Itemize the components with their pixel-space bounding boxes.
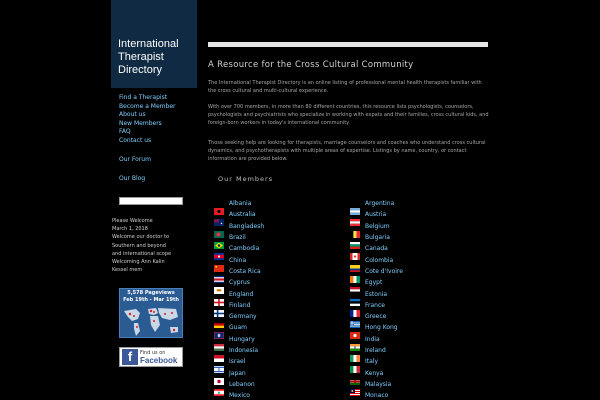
country-link[interactable]: Cote d'Ivoire	[365, 267, 403, 275]
country-row[interactable]	[214, 356, 264, 367]
nav-become-member[interactable]: Become a Member	[119, 102, 176, 110]
country-link[interactable]: Germany	[229, 313, 257, 321]
bulgaria-flag-icon	[350, 234, 360, 241]
country-row[interactable]	[214, 311, 264, 322]
country-row[interactable]	[214, 322, 264, 333]
country-row[interactable]	[350, 198, 403, 209]
country-row[interactable]	[350, 379, 403, 390]
country-link[interactable]: Albania	[229, 200, 252, 208]
country-row[interactable]	[350, 345, 403, 356]
australia-flag-icon	[214, 211, 224, 218]
country-row[interactable]	[214, 254, 264, 265]
greece-flag-icon	[350, 313, 360, 320]
japan-flag-icon	[214, 370, 224, 377]
country-row[interactable]	[214, 334, 264, 345]
facebook-label: Facebook	[140, 355, 178, 365]
hungary-flag-icon	[214, 336, 224, 343]
nav-new-members[interactable]: New Members	[119, 119, 162, 127]
site-title[interactable]: International Therapist Directory	[118, 38, 179, 76]
members-paragraph: With over 700 members, in more than 80 different countries, this resource lists psychologists, counselors, psychologists and psychiatrists who specialize in working with expats and their families, cross cultural kids, and foreign-born workers in today's international community.	[208, 104, 489, 127]
facebook-badge[interactable]	[119, 347, 183, 367]
country-row[interactable]	[214, 390, 264, 400]
country-link[interactable]: Guam	[229, 324, 247, 332]
egypt-flag-icon	[350, 279, 360, 286]
welcome-line: Please Welcome	[112, 218, 153, 224]
country-link[interactable]: England	[229, 290, 254, 298]
colombia-flag-icon	[350, 257, 360, 264]
country-link[interactable]: India	[365, 335, 380, 343]
search-input[interactable]	[119, 197, 183, 205]
italy-flag-icon	[350, 358, 360, 365]
facebook-text	[140, 350, 177, 365]
welcome-line: and international scope	[112, 250, 172, 257]
pageviews-count: 5,578 Pageviews	[127, 290, 175, 296]
country-link[interactable]: Kenya	[365, 369, 384, 377]
country-link[interactable]: Greece	[365, 313, 387, 321]
country-link[interactable]: Hong Kong	[365, 324, 398, 332]
country-link[interactable]: Cambodia	[229, 245, 260, 253]
indonesia-flag-icon	[214, 347, 224, 354]
welcome-line: Southern and beyond	[112, 242, 166, 249]
india-flag-icon	[350, 336, 360, 343]
visitor-map-widget[interactable]	[119, 288, 183, 338]
country-row[interactable]	[350, 300, 403, 311]
china-flag-icon	[214, 257, 224, 264]
facebook-find-us: Find us on	[140, 349, 166, 356]
nav-forum[interactable]: Our Forum	[119, 156, 151, 163]
country-link[interactable]: Egypt	[365, 279, 383, 287]
country-link[interactable]: Cyprus	[229, 279, 250, 287]
country-link[interactable]: Malaysia	[365, 380, 392, 388]
country-row[interactable]	[350, 322, 403, 333]
country-link[interactable]: Italy	[365, 358, 379, 366]
lebanon-flag-icon	[214, 381, 224, 388]
country-row[interactable]	[214, 300, 264, 311]
country-link[interactable]: Japan	[229, 369, 246, 377]
country-link[interactable]: Monaco	[365, 392, 389, 400]
country-row[interactable]	[214, 288, 264, 299]
country-link[interactable]: Colombia	[365, 256, 394, 264]
nav-contact-us[interactable]: Contact us	[119, 136, 152, 144]
guam-flag-icon	[214, 324, 224, 331]
welcome-note	[112, 217, 198, 274]
world-map-icon	[120, 303, 183, 338]
country-row[interactable]	[350, 266, 403, 277]
welcome-line: Kessel mem	[112, 267, 143, 274]
country-link[interactable]: Argentina	[365, 200, 395, 208]
welcome-line: Welcoming Ann Kalin	[112, 259, 165, 266]
austria-flag-icon	[350, 211, 360, 218]
country-link[interactable]: Costa Rica	[229, 267, 261, 275]
country-link[interactable]: China	[229, 256, 247, 264]
country-row[interactable]	[214, 266, 264, 277]
country-link[interactable]: Finland	[229, 301, 251, 309]
country-row[interactable]	[350, 311, 403, 322]
cote-divoire-flag-icon	[350, 268, 360, 275]
country-link[interactable]: Canada	[365, 245, 388, 253]
country-link[interactable]: Bangladesh	[229, 222, 265, 230]
albania-flag-icon	[214, 200, 224, 207]
england-flag-icon	[214, 291, 224, 298]
bangladesh-flag-icon	[214, 223, 224, 230]
country-row[interactable]	[350, 221, 403, 232]
country-row[interactable]	[350, 356, 403, 367]
country-link[interactable]: Estonia	[365, 290, 388, 298]
content-top-bar	[208, 42, 488, 47]
country-link[interactable]: Israel	[229, 358, 246, 366]
country-link[interactable]: Bulgaria	[365, 234, 390, 242]
country-column-left	[214, 198, 264, 400]
page-heading: A Resource for the Cross Cultural Community	[208, 60, 414, 70]
nav-find-therapist[interactable]: Find a Therapist	[119, 94, 168, 101]
country-row[interactable]	[214, 209, 264, 220]
country-row[interactable]	[350, 209, 403, 220]
costa-rica-flag-icon	[214, 268, 224, 275]
country-row[interactable]	[350, 390, 403, 400]
nav-about-us[interactable]: About us	[119, 111, 146, 118]
country-link[interactable]: France	[365, 301, 385, 309]
cambodia-flag-icon	[214, 245, 224, 252]
country-row[interactable]	[214, 221, 264, 232]
brazil-flag-icon	[214, 234, 224, 241]
cyprus-flag-icon	[214, 279, 224, 286]
sidebar-nav	[119, 94, 175, 145]
intro-paragraph: The International Therapist Directory is an online listing of professional mental health therapists familiar with the cross cultural and multi-cultural experience.	[208, 80, 482, 95]
canada-flag-icon	[350, 245, 360, 252]
country-link[interactable]: Australia	[229, 211, 256, 219]
malaysia-flag-icon	[350, 381, 360, 388]
country-row[interactable]	[350, 277, 403, 288]
estonia-flag-icon	[350, 291, 360, 298]
listing-paragraph: Those seeking help are looking for therapists, marriage counselors and coaches who understand cross cultural dynamics, and psychotherapists with multiple areas of expertise. Listings by name, country, or contact information are provided below.	[208, 140, 486, 163]
facebook-icon: f	[122, 349, 138, 365]
country-row[interactable]	[350, 254, 403, 265]
germany-flag-icon	[214, 313, 224, 320]
country-row[interactable]	[214, 243, 264, 254]
country-row[interactable]	[214, 367, 264, 378]
argentina-flag-icon	[350, 200, 360, 207]
country-row[interactable]	[350, 288, 403, 299]
monaco-flag-icon	[350, 392, 360, 399]
nav-faq[interactable]: FAQ	[119, 128, 131, 135]
nav-blog[interactable]: Our Blog	[119, 175, 146, 182]
country-row[interactable]	[214, 232, 264, 243]
country-row[interactable]	[214, 379, 264, 390]
country-link[interactable]: Indonesia	[229, 347, 259, 354]
countries-heading: Our Members	[218, 175, 274, 183]
hong-kong-flag-icon	[350, 324, 360, 331]
country-link[interactable]: Mexico	[229, 392, 250, 400]
israel-flag-icon	[214, 358, 224, 365]
kenya-flag-icon	[350, 370, 360, 377]
country-column-right	[350, 198, 403, 400]
country-row[interactable]	[214, 277, 264, 288]
country-row[interactable]	[214, 345, 264, 356]
country-row[interactable]	[214, 198, 264, 209]
finland-flag-icon	[214, 302, 224, 309]
country-link[interactable]: Brazil	[229, 234, 246, 242]
country-link[interactable]: Ireland	[365, 347, 386, 354]
welcome-line: March 1, 2018	[112, 226, 148, 233]
france-flag-icon	[350, 302, 360, 309]
mexico-flag-icon	[214, 392, 224, 399]
country-link[interactable]: Belgium	[365, 222, 390, 230]
welcome-line: Welcome our doctor to	[112, 234, 169, 241]
country-row[interactable]	[350, 232, 403, 243]
country-row[interactable]	[350, 243, 403, 254]
country-link[interactable]: Austria	[365, 211, 387, 219]
belgium-flag-icon	[350, 223, 360, 230]
country-row[interactable]	[350, 334, 403, 345]
pageviews-range: Feb 19th - Mar 19th	[123, 297, 179, 303]
country-row[interactable]	[350, 367, 403, 378]
country-link[interactable]: Lebanon	[229, 380, 255, 388]
country-link[interactable]: Hungary	[229, 335, 255, 343]
ireland-flag-icon	[350, 347, 360, 354]
